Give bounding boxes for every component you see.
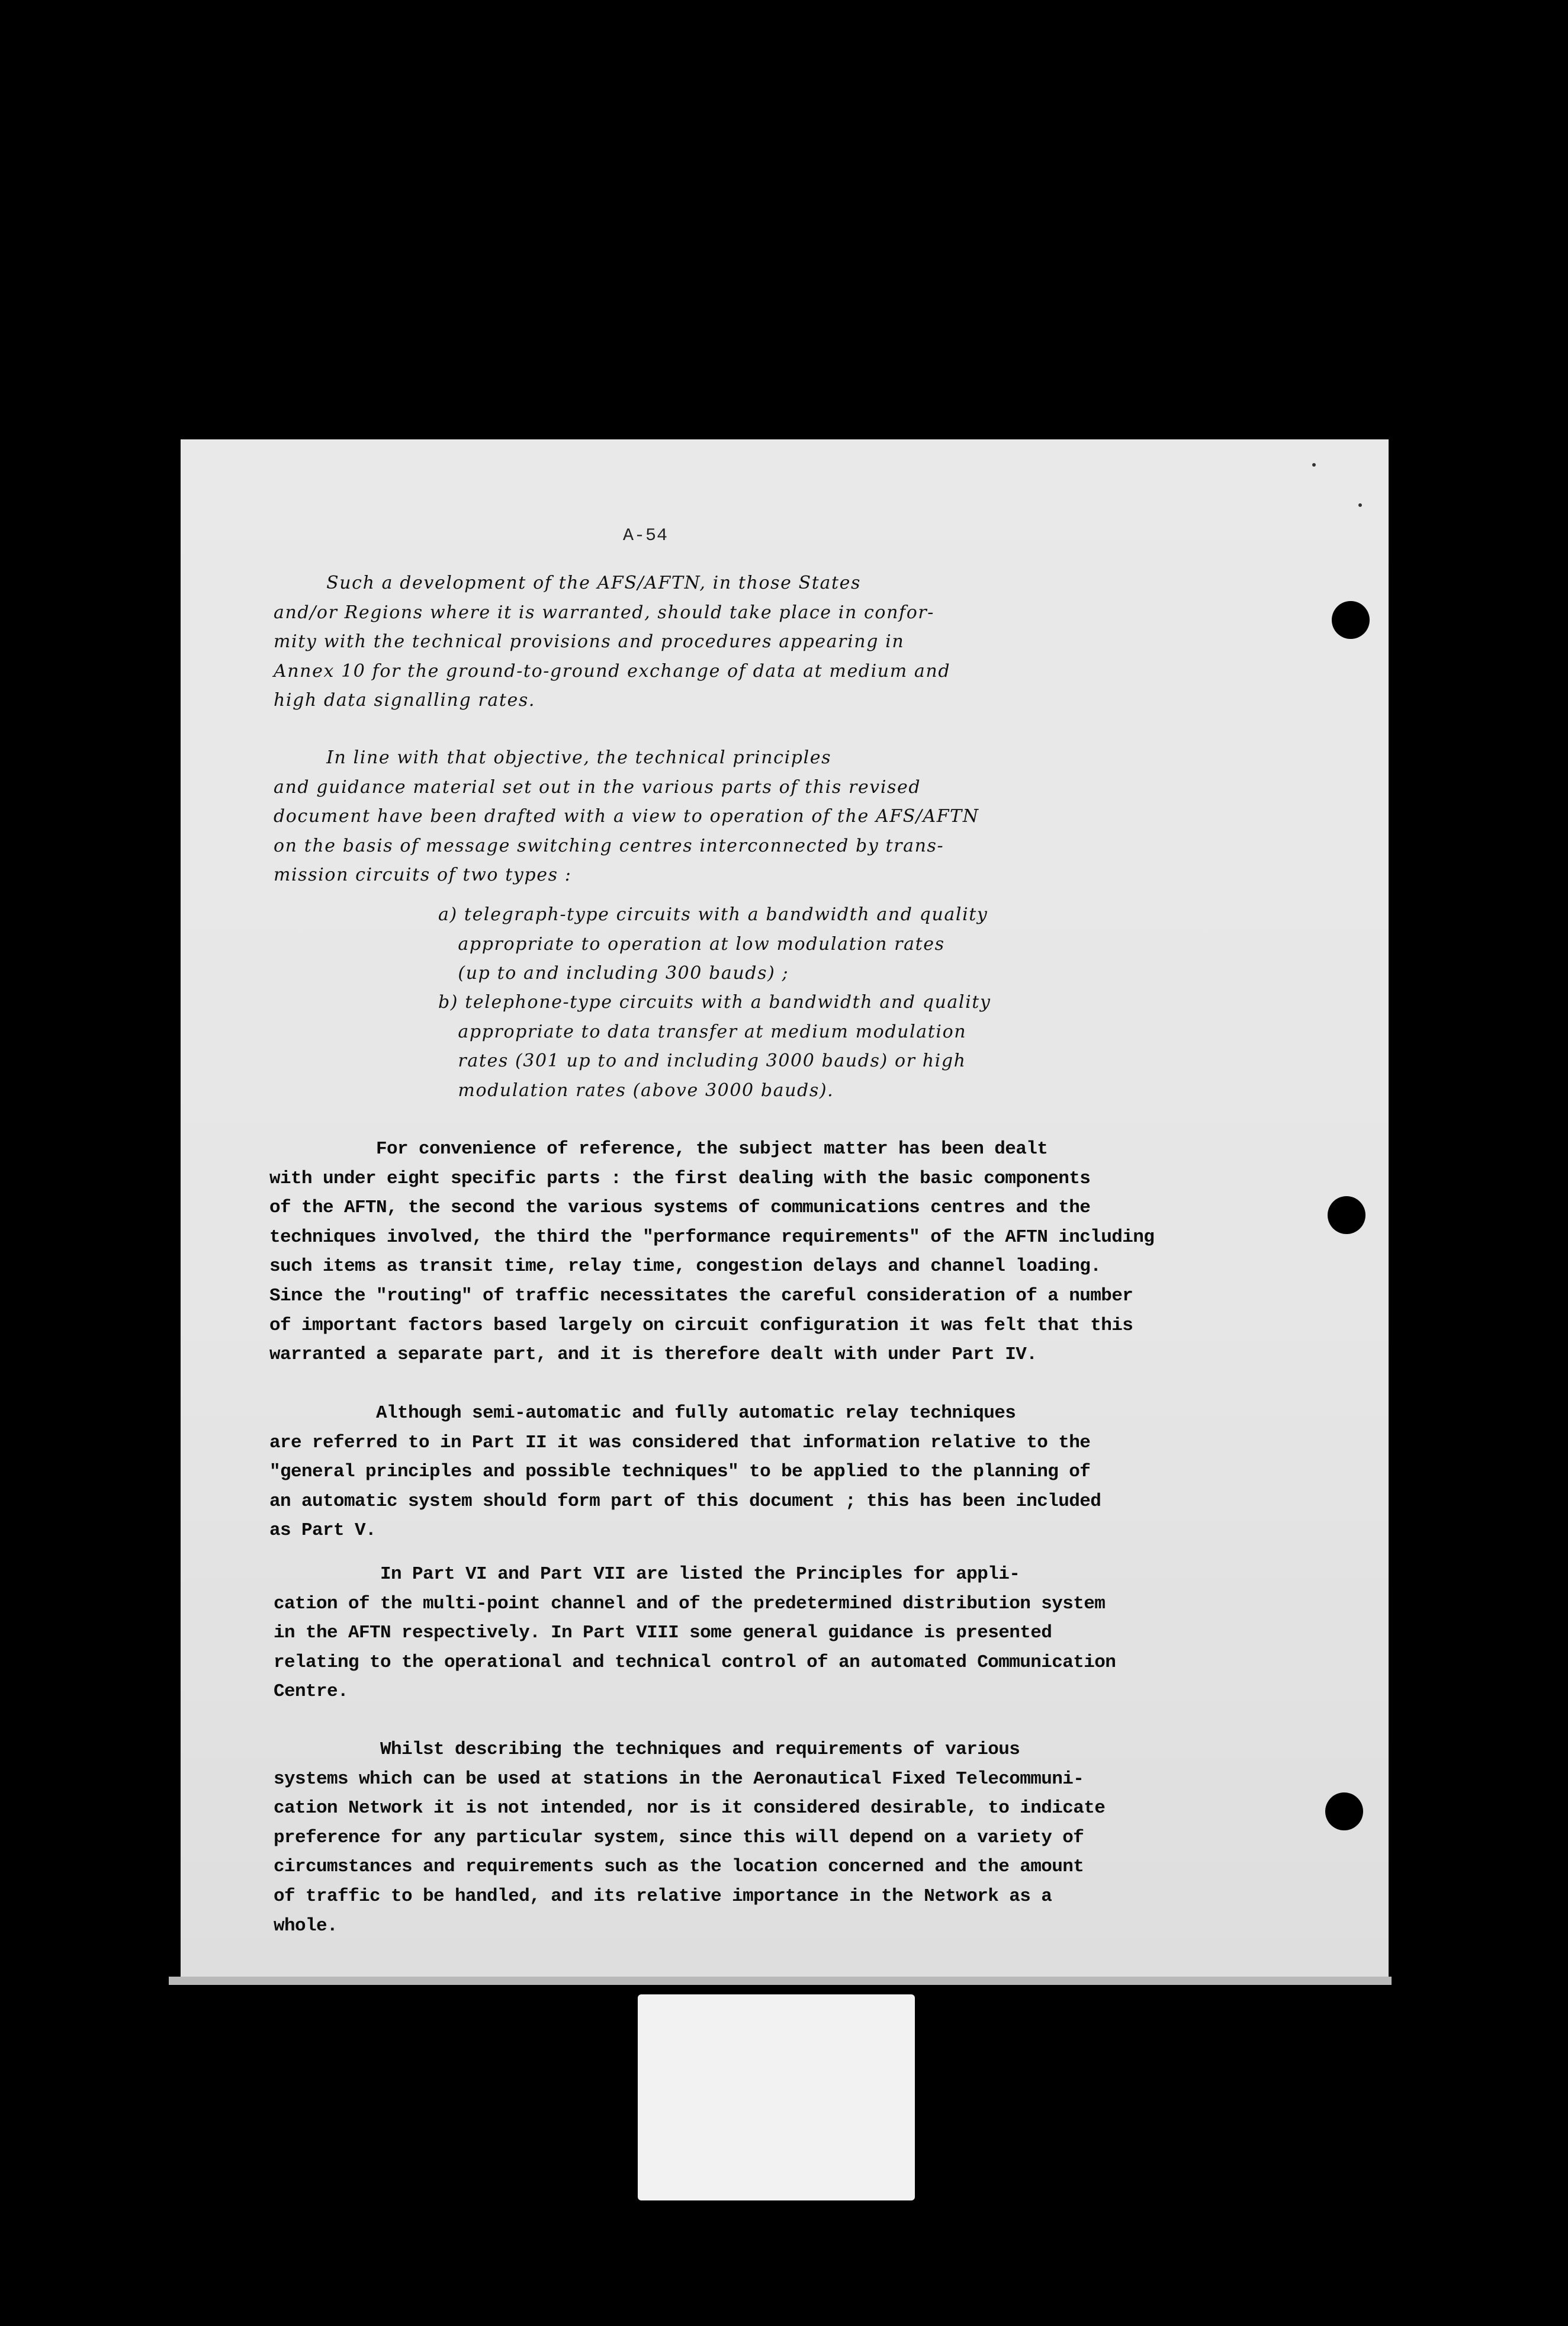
- paragraph-system-preference: Whilst describing the techniques and requirements of various systems which can be used at stations in the Aeronautical Fixed Telecommuni- cation Network it is not intended, nor is it considered desirable, to indicate preference for any particular system, since this will depend on a variety of circumstances and requirements such as the location concerned and the amount of traffic to be handled, and its relative importance in the Network as a whole.: [274, 1739, 1106, 1936]
- page-number: A-54: [623, 526, 669, 546]
- page-bottom-edge: [169, 1977, 1392, 1985]
- blank-card: [638, 1994, 915, 2200]
- paragraph-technical-principles: In line with that objective, the technical principles and guidance material set out in the various parts of this revised document have been drafted with a view to operation of the AFS/AFTN on the basis of message switching centres interconnected by trans- mission circuits of two types :: [274, 747, 979, 885]
- scan-speck: [1358, 503, 1362, 507]
- paragraph-afs-development: Such a development of the AFS/AFTN, in those States and/or Regions where it is warranted, should take place in confor- mity with the technical provisions and procedures appearing in Annex 10 for the ground-to-ground exchange of data at medium and high data signalling rates.: [274, 573, 951, 711]
- punch-hole-bottom: [1325, 1792, 1363, 1830]
- list-item-telegraph-circuits: a) telegraph-type circuits with a bandwidth and quality appropriate to operation at low modulation rates (up to and including 300 bauds) ;: [438, 904, 988, 984]
- paragraph-parts-vi-viii: In Part VI and Part VII are listed the Principles for appli- cation of the multi-point channel and of the predetermined distribution system in the AFTN respectively. In Part VIII some general guidance is presented relating to the operational and technical control of an automated Communication Centre.: [274, 1564, 1116, 1702]
- paragraph-reference-parts: For convenience of reference, the subject matter has been dealt with under eight specific parts : the first dealing with the basic components of the AFTN, the second the various systems of communications centres and the techniques involved, the third the "performance requirements" of the AFTN including such items as transit time, relay time, congestion delays and channel loading. Since the "routing" of traffic necessitates the careful consideration of a number of important factors based largely on circuit configuration it was felt that this warranted a separate part, and it is therefore dealt with under Part IV.: [269, 1139, 1155, 1366]
- punch-hole-middle: [1328, 1196, 1365, 1234]
- punch-hole-top: [1332, 601, 1370, 639]
- list-item-telephone-circuits: b) telephone-type circuits with a bandwidth and quality appropriate to data transfer at medium modulation rates (301 up to and including 3000 bauds) or high modulation rates (above 3000 bauds).: [438, 992, 991, 1101]
- scan-speck: [1312, 463, 1316, 467]
- paragraph-relay-techniques: Although semi-automatic and fully automatic relay techniques are referred to in Part II it was considered that information relative to the "general principles and possible techniques" to be applied to the planning of an automatic system should form part of this document ; this has been included as Part V.: [269, 1403, 1101, 1541]
